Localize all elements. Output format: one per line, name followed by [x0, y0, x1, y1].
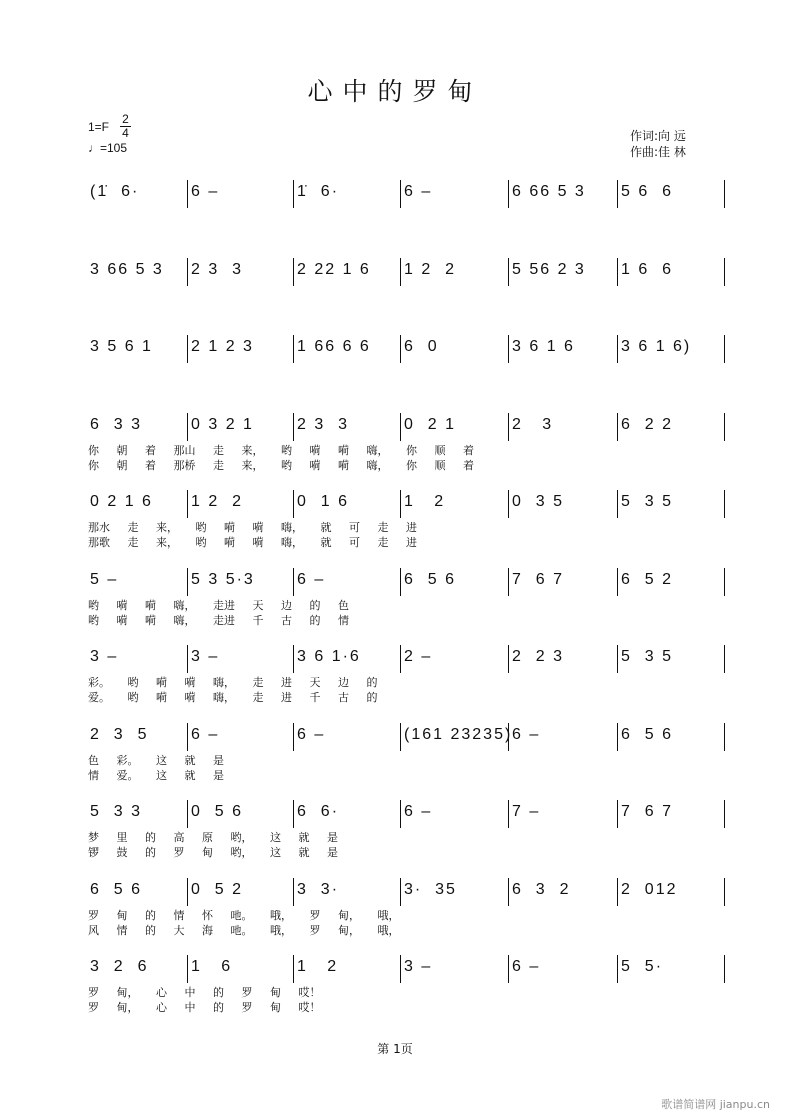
bar-line: [187, 878, 188, 906]
bar-line: [617, 645, 618, 673]
bar-line: [400, 413, 401, 441]
bar-line: [724, 800, 725, 828]
bar-line: [508, 568, 509, 596]
measure: 2 1 2 3: [191, 338, 254, 355]
score-system: [0, 258, 790, 328]
measure: 3 6 1·6: [297, 648, 361, 665]
bar-line: [724, 723, 725, 751]
measure: 6 5 6: [90, 880, 143, 898]
bar-line: [293, 490, 294, 518]
score-system: [0, 335, 790, 405]
measure: 5 3 3: [90, 803, 143, 820]
lyrics-verse-2: 那歌 走 来， 哟 嗬 嗬 嗨， 就 可 走 进: [88, 536, 417, 549]
bar-line: [400, 490, 401, 518]
measure: 3· 35: [404, 880, 457, 898]
bar-line: [508, 490, 509, 518]
bar-line: [400, 335, 401, 363]
bar-line: [724, 645, 725, 673]
lyrics-verse-1: 那水 走 来， 哟 嗬 嗬 嗨， 就 可 走 进: [88, 521, 417, 534]
bar-line: [293, 878, 294, 906]
measure: 0 5 6: [191, 803, 244, 820]
lyrics-verse-1: 梦 里 的 高 原 哟， 这 就 是: [88, 831, 338, 844]
measure: 6 3 3: [90, 415, 143, 433]
measure: 5 3 5·3: [191, 570, 255, 588]
measure: 3 –: [90, 648, 119, 665]
measure: 0 2 1 6: [90, 493, 153, 510]
bar-line: [617, 180, 618, 208]
bar-line: [617, 568, 618, 596]
page-number: 第 1页: [377, 1042, 413, 1056]
bar-line: [508, 800, 509, 828]
bar-line: [293, 413, 294, 441]
score-system: [0, 645, 790, 715]
score-system: [0, 955, 790, 1025]
lyrics-verse-2: 锣 鼓 的 罗 甸 哟， 这 就 是: [88, 846, 338, 859]
measure: 1̇ 6·: [297, 183, 340, 200]
measure: 2 012: [621, 880, 678, 898]
bar-line: [617, 335, 618, 363]
measure: 6 –: [512, 725, 541, 743]
measure: 5 –: [90, 570, 119, 588]
bar-line: [617, 413, 618, 441]
measure: 7 –: [512, 803, 541, 820]
bar-line: [617, 258, 618, 286]
bar-line: [400, 258, 401, 286]
lyrics-verse-1: 罗 甸 的 情 怀 吔。 哦， 罗 甸， 哦，: [88, 908, 400, 922]
measure: 6 –: [512, 958, 541, 975]
bar-line: [508, 258, 509, 286]
measure: 3 5 6 1: [90, 338, 153, 355]
bar-line: [400, 645, 401, 673]
measure: 3 66 5 3: [90, 260, 164, 278]
bar-line: [187, 645, 188, 673]
bar-line: [400, 955, 401, 983]
measure: 1 6 6: [621, 260, 674, 278]
measure: 6 5 6: [621, 725, 674, 743]
measure: 6 5 2: [621, 570, 674, 588]
bar-line: [508, 335, 509, 363]
bar-line: [187, 800, 188, 828]
bar-line: [293, 258, 294, 286]
bar-line: [617, 878, 618, 906]
measure: 1 2: [297, 958, 339, 975]
measure: 0 1 6: [297, 493, 350, 510]
bar-line: [293, 335, 294, 363]
measure: 6 2 2: [621, 415, 674, 433]
measure: 7 6 7: [621, 803, 674, 820]
bar-line: [293, 723, 294, 751]
bar-line: [293, 800, 294, 828]
lyricist: 作词:向 远: [630, 129, 686, 143]
bar-line: [187, 490, 188, 518]
measure: 6 –: [404, 183, 433, 200]
meter-top: 2: [122, 112, 129, 126]
lyrics-verse-2: 罗 甸， 心 中 的 罗 甸 哎！: [88, 1001, 321, 1014]
lyrics-verse-2: 爱。 哟 嗬 嗬 嗨， 走 进 千 古 的: [88, 691, 378, 704]
measure: (1̇ 6·: [90, 183, 140, 200]
bar-line: [508, 955, 509, 983]
bar-line: [293, 568, 294, 596]
lyrics-verse-2: 哟 嗬 嗬 嗨， 走进 千 古 的 情: [88, 613, 349, 627]
measure: 6 0: [404, 338, 439, 355]
measure: 3 6 1 6: [512, 338, 575, 355]
bar-line: [293, 645, 294, 673]
lyrics-verse-1: 哟 嗬 嗬 嗨， 走进 天 边 的 色: [88, 598, 349, 612]
bar-line: [724, 258, 725, 286]
credits: [630, 128, 686, 160]
measure: 3 2 6: [90, 958, 149, 975]
bar-line: [724, 568, 725, 596]
measure: 1 2 2: [191, 493, 244, 510]
measure: 1 2 2: [404, 260, 457, 278]
measure: 0 5 2: [191, 880, 244, 898]
bar-line: [187, 723, 188, 751]
measure: 6 5 6: [404, 570, 457, 588]
composer: 作曲:佳 林: [630, 145, 686, 159]
bar-line: [508, 413, 509, 441]
score-system: [0, 723, 790, 793]
bar-line: [724, 335, 725, 363]
bar-line: [187, 413, 188, 441]
bar-line: [187, 258, 188, 286]
measure: 0 2 1: [404, 415, 457, 433]
lyrics-verse-2: 你 朝 着 那桥 走 来， 哟 嗬 嗬 嗨， 你 顺 着: [88, 458, 474, 472]
bar-line: [293, 180, 294, 208]
bar-line: [400, 878, 401, 906]
measure: 2 3 3: [297, 415, 350, 433]
measure: 2 3 3: [191, 260, 244, 278]
score-system: [0, 800, 790, 870]
tempo-marking: [88, 141, 127, 155]
bar-line: [187, 955, 188, 983]
measure: 6 –: [191, 183, 220, 200]
measure: 3 6 1 6): [621, 338, 692, 355]
time-signature: [120, 113, 131, 140]
bar-line: [724, 490, 725, 518]
measure: 6 66 5 3: [512, 183, 586, 200]
measure: 3 –: [191, 648, 220, 665]
bar-line: [724, 878, 725, 906]
measure: 6 –: [404, 803, 433, 820]
lyrics-verse-1: 罗 甸， 心 中 的 罗 甸 哎！: [88, 986, 321, 999]
bar-line: [400, 800, 401, 828]
bar-line: [724, 955, 725, 983]
key-signature: 1=F: [88, 120, 110, 134]
lyrics-verse-1: 你 朝 着 那山 走 来， 哟 嗬 嗬 嗨， 你 顺 着: [88, 443, 474, 457]
score-system: [0, 413, 790, 483]
bar-line: [617, 800, 618, 828]
measure: 5 56 2 3: [512, 260, 586, 278]
quarter-note-icon: ♩: [88, 141, 100, 155]
measure: 2 2 3: [512, 648, 565, 665]
score-system: [0, 568, 790, 638]
measure: 5 5·: [621, 958, 664, 975]
measure: 3 –: [404, 958, 433, 975]
measure: 2 3: [512, 415, 554, 433]
bar-line: [400, 180, 401, 208]
lyrics-verse-1: 彩。 哟 嗬 嗬 嗨， 走 进 天 边 的: [88, 676, 378, 689]
song-title: 心中的罗甸: [307, 77, 483, 106]
bar-line: [724, 180, 725, 208]
lyrics-verse-1: 色 彩。 这 就 是: [88, 753, 224, 767]
measure: 6 3 2: [512, 880, 571, 898]
bar-line: [617, 955, 618, 983]
bar-line: [400, 568, 401, 596]
measure: 5 3 5: [621, 648, 674, 665]
measure: 1 2: [404, 493, 446, 510]
bar-line: [508, 180, 509, 208]
bar-line: [187, 335, 188, 363]
bar-line: [724, 413, 725, 441]
bar-line: [187, 568, 188, 596]
measure: 2 3 5: [90, 725, 149, 743]
bar-line: [617, 723, 618, 751]
tempo-value: =105: [100, 141, 128, 155]
bar-line: [400, 723, 401, 751]
bar-line: [293, 955, 294, 983]
measure: 6 6·: [297, 803, 340, 820]
watermark: 歌谱简谱网 jianpu.cn: [661, 1098, 770, 1111]
measure: 5 3 5: [621, 493, 674, 510]
score-system: [0, 180, 790, 250]
bar-line: [617, 490, 618, 518]
measure: 2 22 1 6: [297, 260, 371, 278]
measure: 5 6 6: [621, 183, 674, 200]
measure: 1 66 6 6: [297, 338, 371, 355]
measure: 6 –: [297, 570, 326, 588]
bar-line: [508, 878, 509, 906]
meter-bottom: 4: [122, 126, 129, 140]
score-system: [0, 490, 790, 560]
bar-line: [508, 645, 509, 673]
measure: 0 3 2 1: [191, 415, 254, 433]
lyrics-verse-2: 情 爱。 这 就 是: [88, 768, 224, 782]
measure: 2 –: [404, 648, 433, 665]
measure: 7 6 7: [512, 570, 565, 588]
measure: 1 6: [191, 958, 233, 975]
measure: (161 23235): [404, 725, 513, 743]
measure: 6 –: [191, 725, 220, 743]
measure: 3 3·: [297, 880, 340, 898]
bar-line: [187, 180, 188, 208]
lyrics-verse-2: 风 情 的 大 海 吔。 哦， 罗 甸， 哦，: [88, 923, 400, 937]
measure: 6 –: [297, 725, 326, 743]
measure: 0 3 5: [512, 493, 565, 510]
score-system: [0, 878, 790, 948]
